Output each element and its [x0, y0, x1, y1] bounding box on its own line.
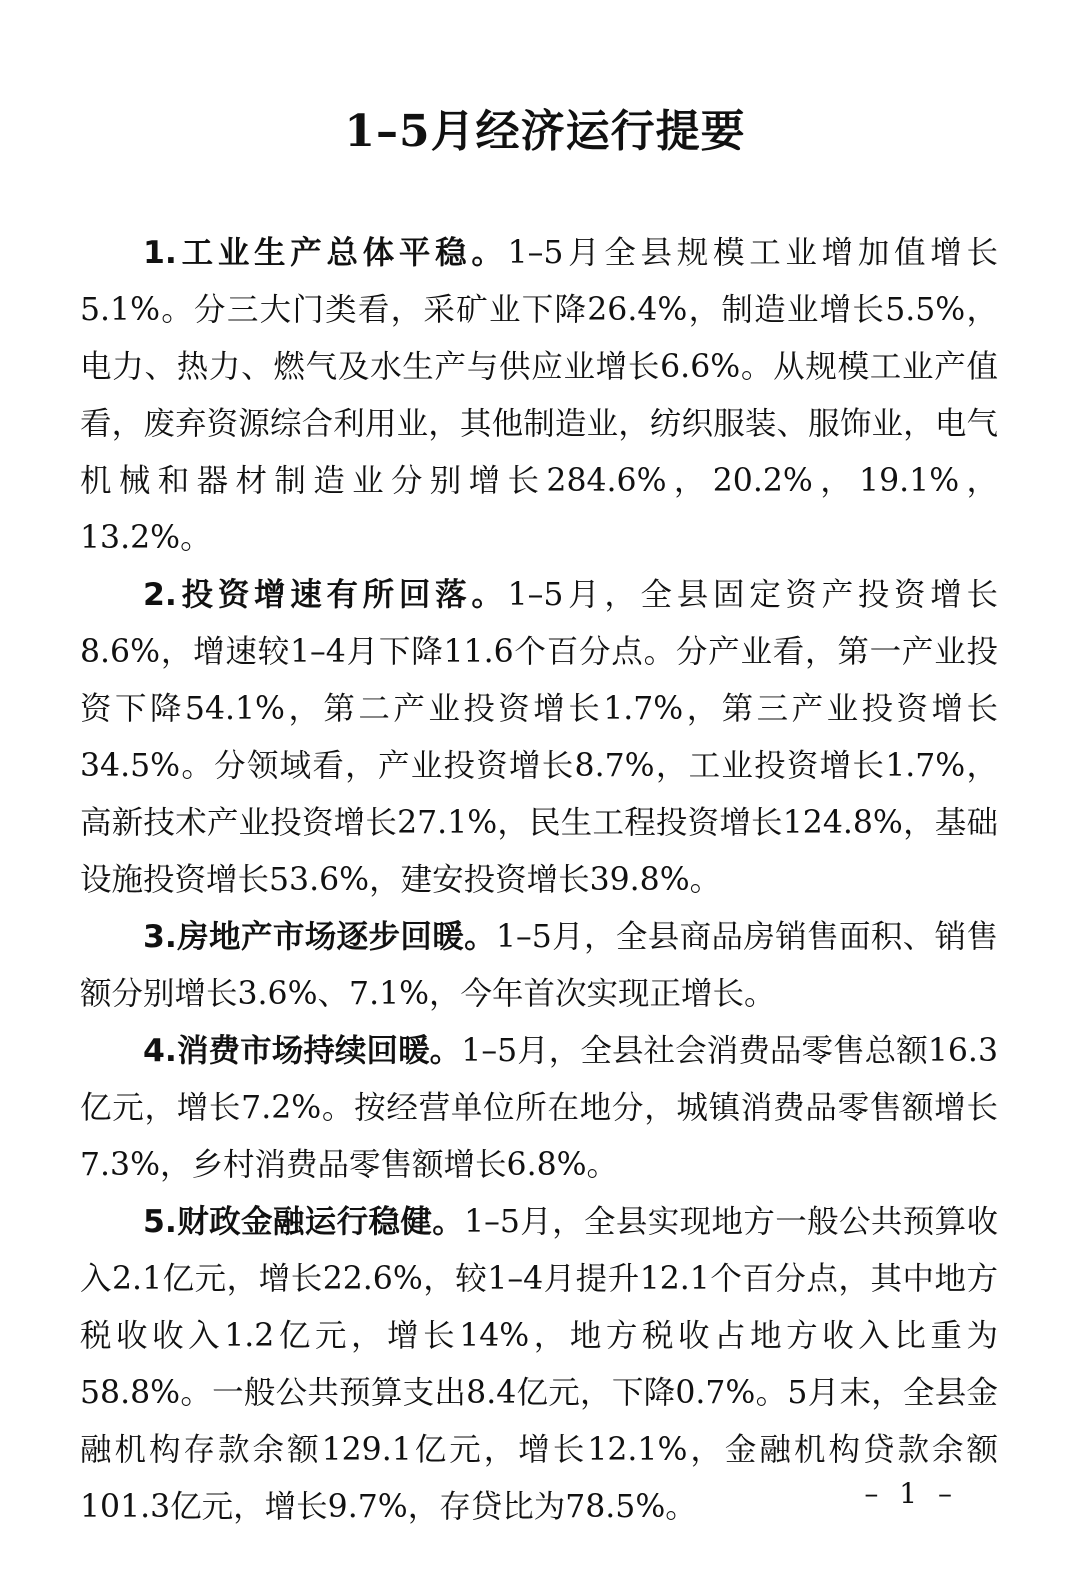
paragraph-heading: 2.投资增速有所回落。	[143, 577, 508, 613]
paragraph-industry	[80, 225, 998, 567]
paragraph-consumption	[80, 1023, 998, 1194]
paragraph-text: 1–5月，全县社会消费品零售总额16.3亿元，增长7.2%。按经营单位所在地分，城镇消费品零售额增长7.3%，乡村消费品零售额增长6.8%。	[80, 1033, 998, 1183]
paragraph-heading: 1.工业生产总体平稳。	[143, 235, 508, 271]
paragraph-heading: 5.财政金融运行稳健。	[143, 1204, 465, 1240]
document-title: 1–5月经济运行提要	[344, 106, 746, 157]
paragraph-text: 1–5月，全县实现地方一般公共预算收入2.1亿元，增长22.6%，较1–4月提升12.1个百分点，其中地方税收收入1.2亿元，增长14%，地方税收占地方收入比重为58.8%。一般公共预算支出8.4亿元，下降0.7%。5月末，全县金融机构存款余额129.1亿元，增长12.1%，金融机构贷款余额101.3亿元，增长9.7%，存贷比为78.5%。	[80, 1204, 998, 1525]
paragraph-heading: 4.消费市场持续回暖。	[143, 1033, 462, 1069]
paragraph-text: 1–5月，全县商品房销售面积、销售额分别增长3.6%、7.1%，今年首次实现正增长。	[80, 919, 998, 1012]
paragraph-real-estate	[80, 909, 998, 1023]
paragraph-heading: 3.房地产市场逐步回暖。	[143, 919, 496, 955]
paragraph-investment	[80, 567, 998, 909]
document-body	[80, 225, 998, 1536]
paragraph-finance	[80, 1194, 998, 1536]
paragraph-text: 1–5月全县规模工业增加值增长5.1%。分三大门类看，采矿业下降26.4%，制造业增长5.5%，电力、热力、燃气及水生产与供应业增长6.6%。从规模工业产值看，废弃资源综合利用业，其他制造业，纺织服装、服饰业，电气机械和器材制造业分别增长284.6%，20.2%，19.1%，13.2%。	[80, 235, 998, 556]
page-number: – 1 –	[864, 1477, 958, 1510]
paragraph-text: 1–5月，全县固定资产投资增长8.6%，增速较1–4月下降11.6个百分点。分产业看，第一产业投资下降54.1%，第二产业投资增长1.7%，第三产业投资增长34.5%。分领域看，产业投资增长8.7%，工业投资增长1.7%，高新技术产业投资增长27.1%，民生工程投资增长124.8%，基础设施投资增长53.6%，建安投资增长39.8%。	[80, 577, 998, 898]
